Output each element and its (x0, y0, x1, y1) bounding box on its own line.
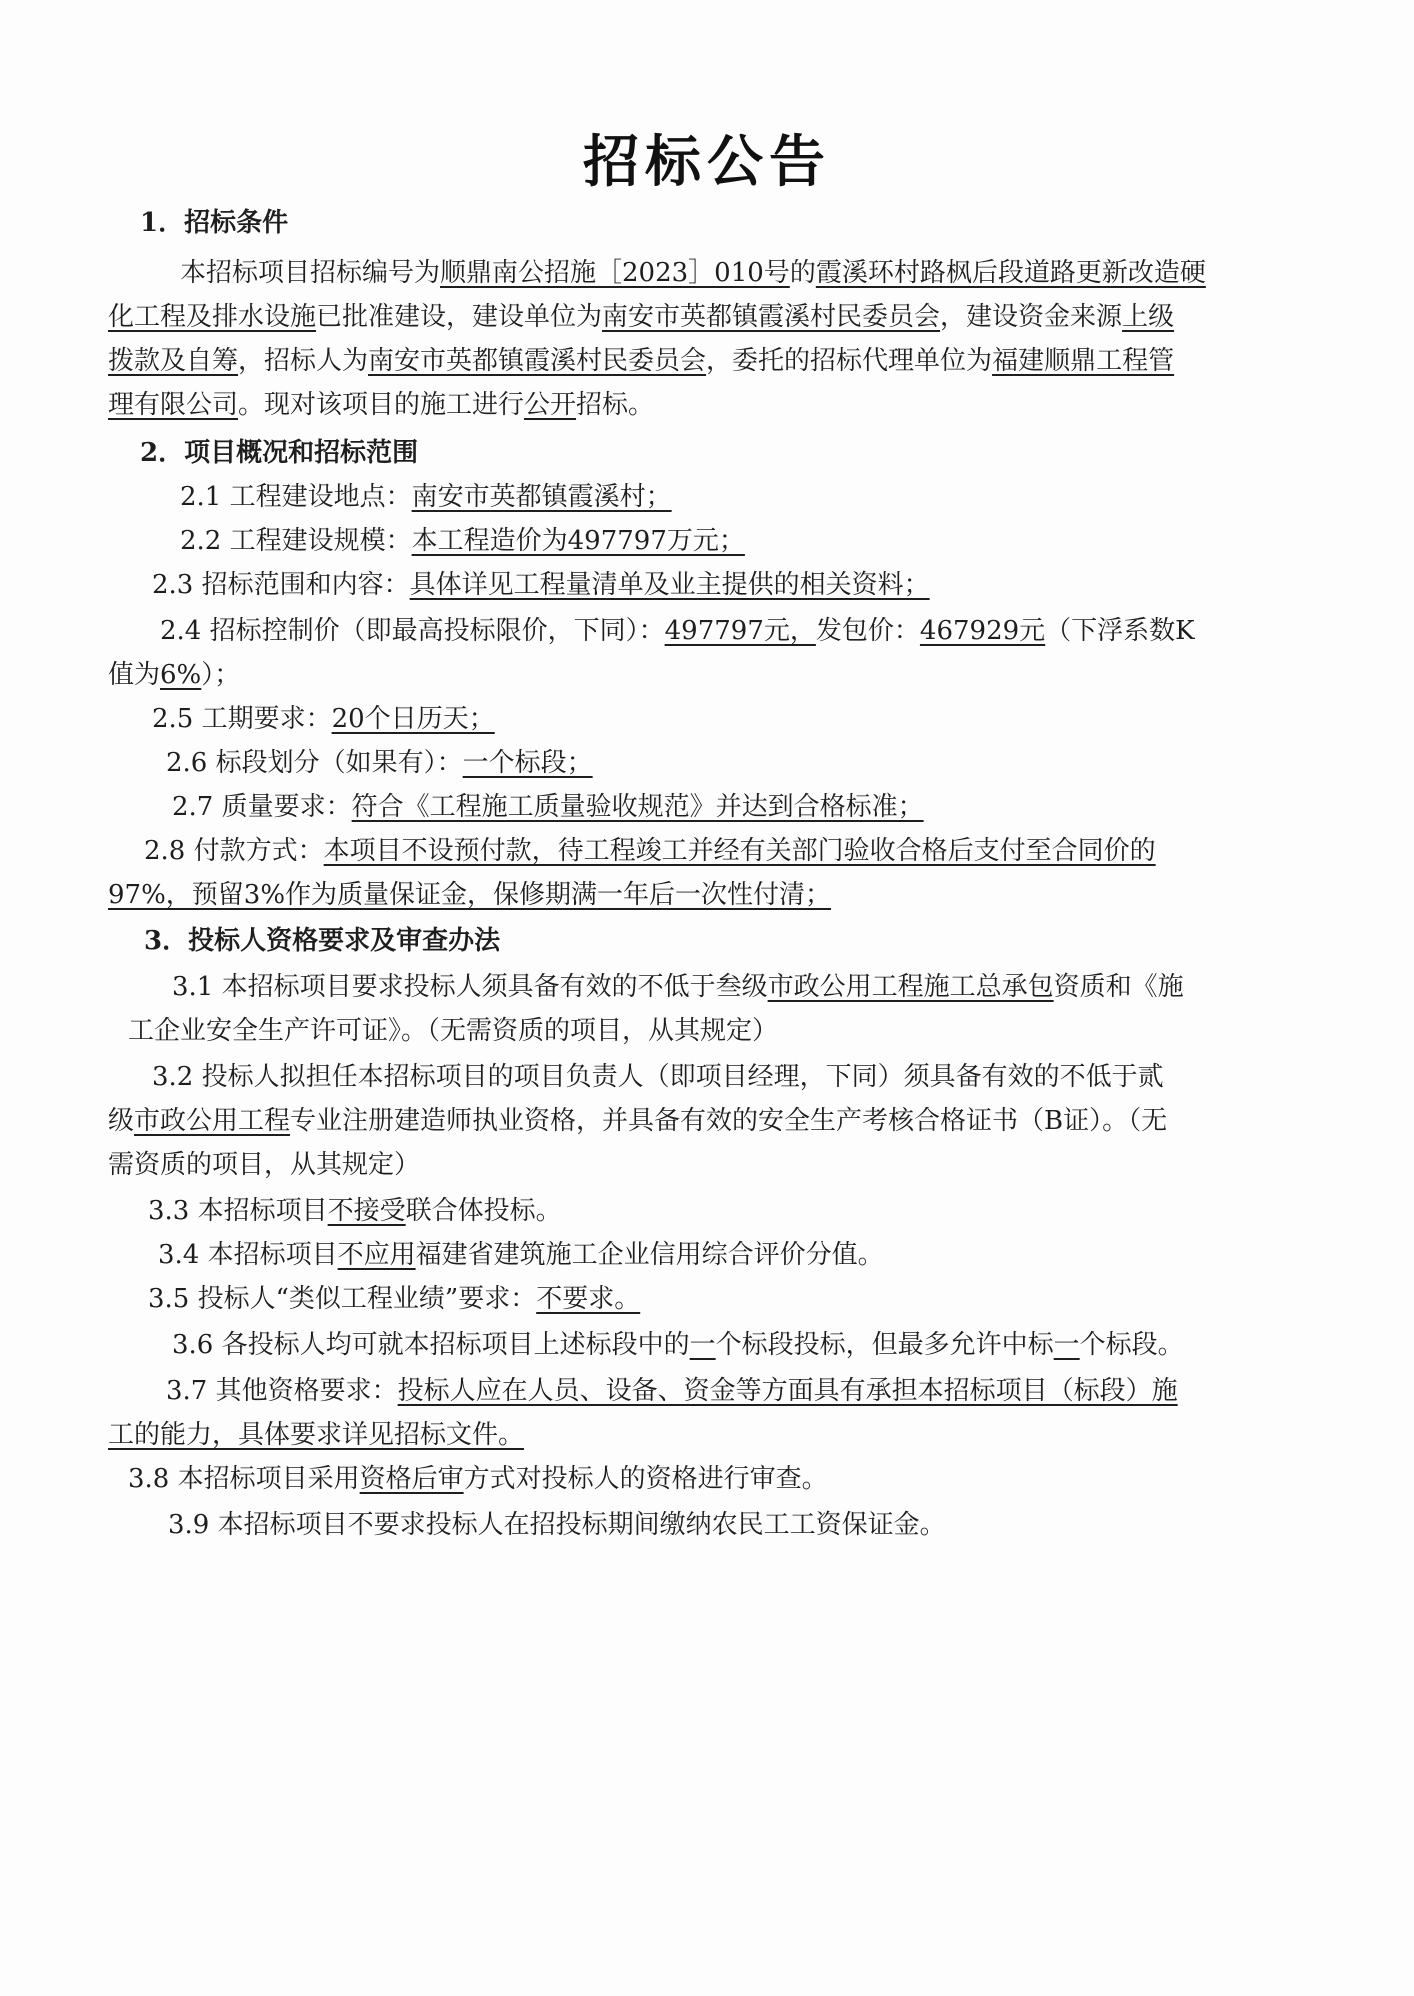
tender-number: 顺鼎南公招施［2023］010号 (440, 258, 790, 288)
funding-source-cont: 拨款及自筹 (108, 346, 239, 376)
section-3-heading: 3．投标人资格要求及审查办法 (144, 926, 501, 956)
item-3-2-cont2 (108, 1148, 420, 1182)
label: 2.2 工程建设规模： (180, 526, 412, 556)
label: 发包价： (815, 616, 920, 646)
section-1-heading: 1．招标条件 (140, 208, 289, 238)
item-3-7-cont (108, 1418, 524, 1452)
value: 本项目不设预付款，待工程竣工并经有关部门验收合格后支付至合同价的 (323, 836, 1156, 866)
label: 3.7 其他资格要求： (166, 1376, 398, 1406)
value: 投标人应在人员、设备、资金等方面具有承担本招标项目（标段）施 (397, 1376, 1178, 1406)
qualification: 市政公用工程施工总承包 (767, 972, 1054, 1002)
construction-unit: 南安市英都镇霞溪村民委员会 (602, 302, 941, 332)
project-name: 霞溪环村路枫后段道路更新改造硬 (815, 258, 1206, 288)
paragraph-line (108, 388, 654, 422)
item-2-6 (166, 746, 593, 780)
project-name-cont: 化工程及排水设施 (108, 302, 317, 332)
label: 2.8 付款方式： (144, 836, 324, 866)
text: 级 (108, 1106, 135, 1136)
label: 2.6 标段划分（如果有）： (166, 748, 463, 778)
item-3-9 (168, 1508, 946, 1542)
control-price: 497797元， (664, 616, 816, 646)
item-3-3 (148, 1194, 562, 1228)
text: 3.1 本招标项目要求投标人须具备有效的不低于叁级 (172, 972, 768, 1002)
text: 3.3 本招标项目 (148, 1196, 328, 1226)
text: 已批准建设，建设单位为 (316, 302, 603, 332)
text: 3.6 各投标人均可就本招标项目上述标段中的 (172, 1330, 690, 1360)
item-3-7 (166, 1374, 1178, 1408)
text: 3.9 本招标项目不要求投标人在招投标期间缴纳农民工工资保证金。 (168, 1510, 946, 1540)
text: （下浮系数K (1045, 616, 1195, 646)
paragraph-line (108, 300, 1174, 334)
label: 2.1 工程建设地点： (180, 482, 412, 512)
contract-price: 467929元 (919, 616, 1046, 646)
value: 南安市英都镇霞溪村； (411, 482, 672, 512)
text: 个标段投标，但最多允许中标 (715, 1330, 1054, 1360)
page-title: 招标公告 (583, 129, 831, 195)
text: ，招标人为 (238, 346, 369, 376)
item-3-2-cont (108, 1104, 1167, 1138)
text: ）； (201, 660, 241, 690)
label: 2.4 招标控制价（即最高投标限价，下同）： (160, 616, 665, 646)
item-2-8 (144, 834, 1156, 868)
text: 。现对该项目的施工进行 (238, 390, 525, 420)
agency: 福建顺鼎工程管 (992, 346, 1175, 376)
item-3-1-cont (128, 1014, 778, 1048)
label: 2.5 工期要求： (152, 704, 332, 734)
text: 资质和《施 (1053, 972, 1184, 1002)
item-2-2 (180, 524, 745, 558)
text: 本招标项目招标编号为 (180, 258, 441, 288)
text: 3.4 本招标项目 (158, 1240, 338, 1270)
value: 20个日历天； (331, 704, 495, 734)
item-3-4 (158, 1238, 884, 1272)
value: 97%，预留3%作为质量保证金，保修期满一年后一次性付清； (108, 880, 832, 910)
text: 招标。 (576, 390, 655, 420)
value: 一个标段； (462, 748, 593, 778)
tenderer: 南安市英都镇霞溪村民委员会 (368, 346, 707, 376)
agency-cont: 理有限公司 (108, 390, 239, 420)
funding-source: 上级 (1122, 302, 1175, 332)
paragraph-line (108, 344, 1174, 378)
value: 一 (689, 1330, 716, 1360)
item-2-7 (172, 790, 924, 824)
text: 的 (789, 258, 816, 288)
item-3-5 (148, 1282, 640, 1316)
text: 3.2 投标人拟担任本招标项目的项目负责人（即项目经理，下同）须具备有效的不低于贰 (152, 1062, 1164, 1092)
text: 个标段。 (1079, 1330, 1184, 1360)
item-3-8 (128, 1462, 828, 1496)
paragraph-line (180, 256, 1206, 290)
item-2-3 (152, 568, 930, 602)
value: 资格后审 (359, 1464, 464, 1494)
discount-factor: 6% (160, 660, 202, 690)
text: 方式对投标人的资格进行审查。 (463, 1464, 828, 1494)
item-2-5 (152, 702, 495, 736)
label: 2.7 质量要求： (172, 792, 352, 822)
text: 值为 (108, 660, 161, 690)
text: 3.8 本招标项目采用 (128, 1464, 360, 1494)
item-2-1 (180, 480, 672, 514)
tender-method: 公开 (524, 390, 577, 420)
value: 不接受 (327, 1196, 406, 1226)
item-2-4-cont (108, 658, 240, 692)
text: ，委托的招标代理单位为 (706, 346, 993, 376)
value: 不要求。 (536, 1284, 641, 1314)
text: ，建设资金来源 (940, 302, 1123, 332)
section-2-heading: 2．项目概况和招标范围 (140, 438, 419, 468)
value: 工的能力，具体要求详见招标文件。 (108, 1420, 525, 1450)
value: 具体详见工程量清单及业主提供的相关资料； (409, 570, 930, 600)
text: 联合体投标。 (405, 1196, 562, 1226)
value: 符合《工程施工质量验收规范》并达到合格标准； (351, 792, 924, 822)
label: 3.5 投标人“类似工程业绩”要求： (148, 1284, 537, 1314)
text: 专业注册建造师执业资格，并具备有效的安全生产考核合格证书（B证）。（无 (290, 1106, 1168, 1136)
item-3-2 (152, 1060, 1164, 1094)
value: 一 (1053, 1330, 1080, 1360)
value: 不应用 (337, 1240, 416, 1270)
text: 工企业安全生产许可证》。（无需资质的项目，从其规定） (128, 1016, 779, 1046)
item-2-8-cont (108, 878, 831, 912)
item-3-6 (172, 1328, 1184, 1362)
item-2-4 (160, 614, 1195, 648)
text: 需资质的项目，从其规定） (108, 1150, 421, 1180)
value: 本工程造价为497797万元； (411, 526, 745, 556)
item-3-1 (172, 970, 1184, 1004)
label: 2.3 招标范围和内容： (152, 570, 410, 600)
specialty: 市政公用工程 (134, 1106, 291, 1136)
text: 福建省建筑施工企业信用综合评价分值。 (415, 1240, 884, 1270)
